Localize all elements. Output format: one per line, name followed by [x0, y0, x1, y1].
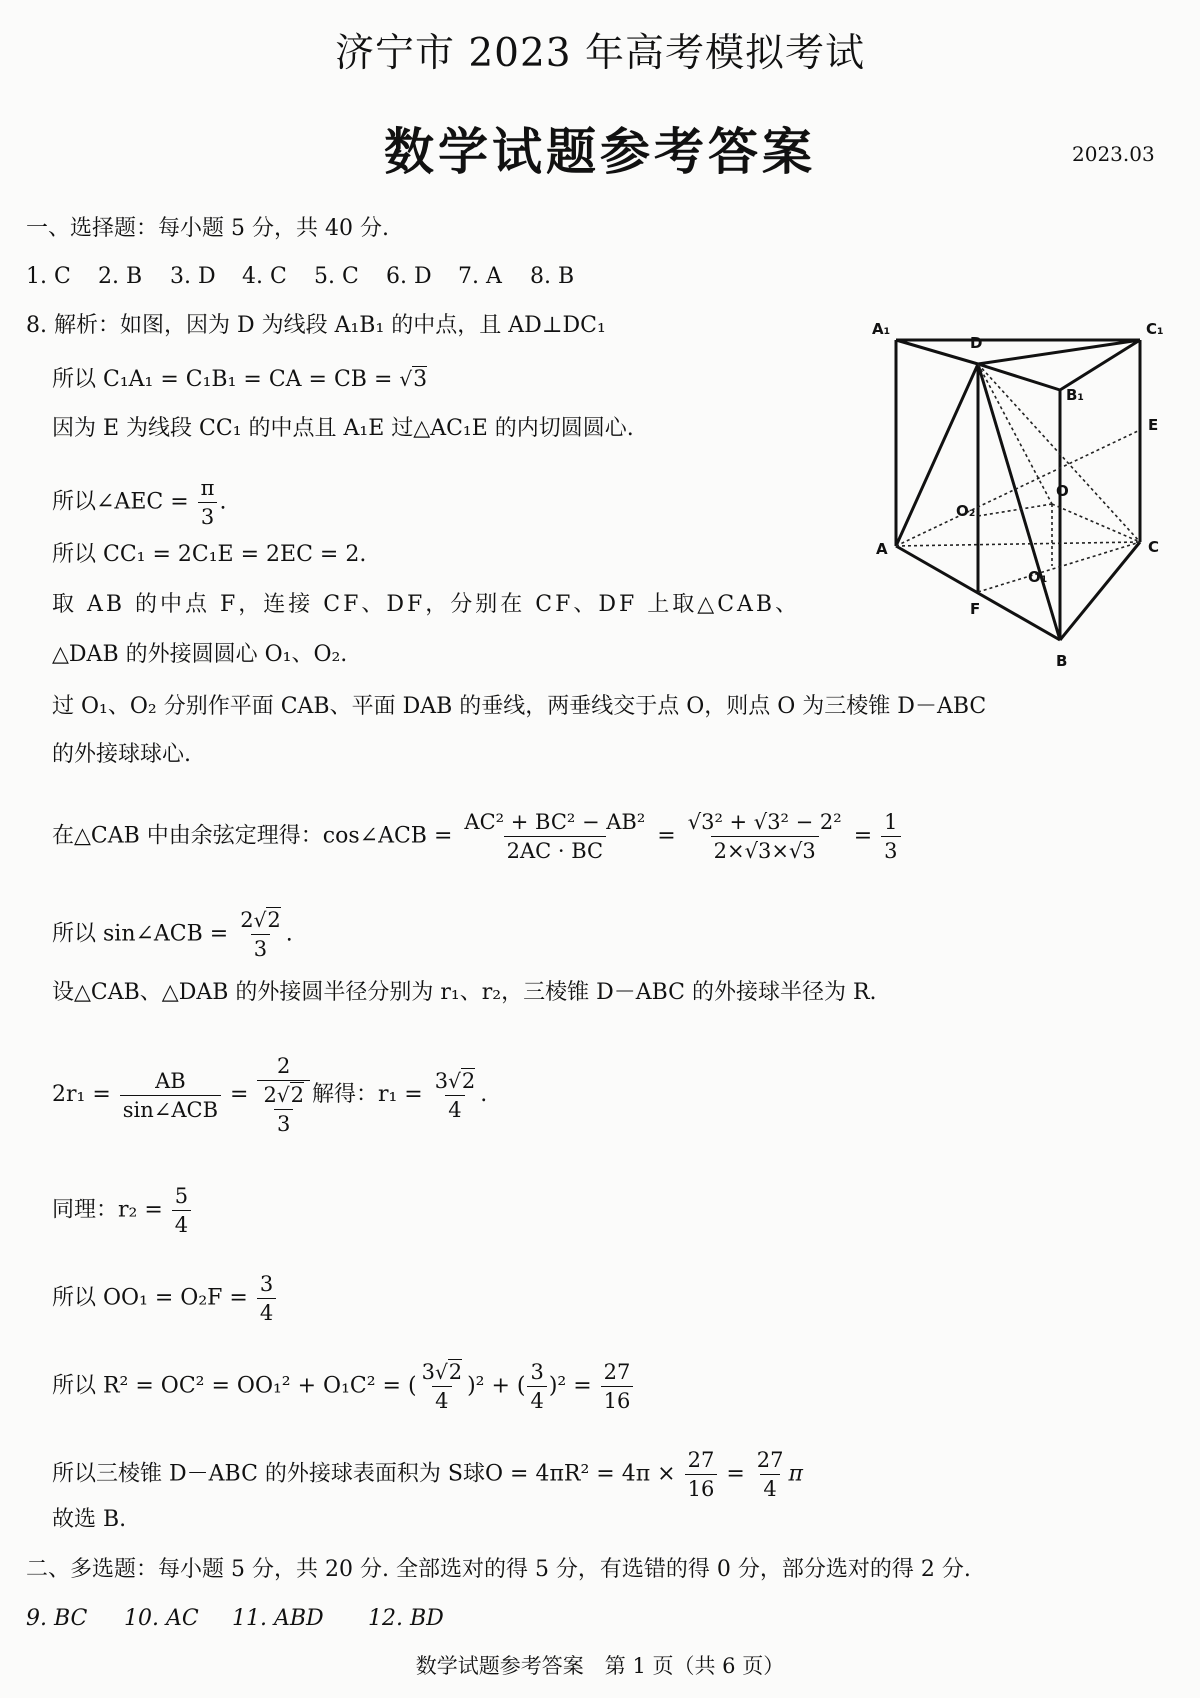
line-choose-b: 故选 B.: [52, 1507, 127, 1532]
numerator: [260, 1081, 307, 1109]
sqrt-sign: √: [448, 1068, 461, 1093]
label-o2: O₂: [956, 502, 976, 520]
denominator: 3: [198, 502, 217, 531]
answer-8: 8. B: [530, 264, 575, 289]
numerator: 27: [687, 1448, 715, 1472]
segment-ae: [896, 430, 1140, 546]
line-r2: [52, 1182, 193, 1239]
denominator: 4: [445, 1095, 464, 1124]
exam-title: 济宁市 2023 年高考模拟考试: [334, 31, 866, 76]
fraction-3-over-4: [257, 1270, 276, 1327]
r-squared-end: )² =: [548, 1373, 599, 1399]
edge-bc: [1060, 542, 1140, 640]
segment-oc: [1052, 504, 1140, 542]
coefficient: 2: [263, 1083, 277, 1107]
denominator: [257, 1080, 310, 1138]
fraction-27-over-16: [601, 1358, 634, 1415]
answer-2: 2. B: [98, 264, 143, 289]
answer-4: 4. C: [242, 264, 287, 289]
period: .: [285, 921, 293, 947]
numerator: 27: [756, 1448, 784, 1472]
line-surface-area: 所以三棱锥 D－ABC 的外接球表面积为 S球O = 4πR² = 4π × $\frac{27}{16}$ = $\frac{27}{4}$ π: [52, 1448, 803, 1501]
denominator: 4: [527, 1386, 546, 1415]
line-equal-sides-text: 所以 C₁A₁ = C₁B₁ = CA = CB =: [52, 367, 400, 392]
numerator: AB: [155, 1068, 186, 1093]
numerator: [432, 1067, 479, 1095]
prism-figure: [870, 318, 1170, 680]
denominator: 4: [172, 1210, 191, 1239]
fraction-3-over-4: [527, 1358, 546, 1415]
label-a: A: [876, 540, 888, 558]
label-b: B: [1056, 652, 1068, 670]
line-perpendiculars: 过 O₁、O₂ 分别作平面 CAB、平面 DAB 的垂线，两垂线交于点 O，则点 O 为三棱锥 D－ABC: [52, 694, 987, 719]
date-label: 2023.03: [1072, 142, 1155, 166]
line-r1: 2r₁ = $\frac{AB}{\text{sin∠ACB}}$ = $\frac{2}{\frac{2√2}{3}}$ 解得：r₁ = $\frac{3√2}{4}$ .: [52, 1054, 488, 1136]
fraction-27-over-4: [754, 1446, 787, 1503]
r-squared-text: 所以 R² = OC² = OO₁² + O₁C² = (: [52, 1373, 417, 1399]
edge-c1b1: [1060, 340, 1140, 390]
answer-10: 10. AC: [124, 1606, 199, 1631]
section2-heading: 二、多选题：每小题 5 分，共 20 分. 全部选对的得 5 分，有选错的得 0 分，部分选对的得 2 分.: [26, 1557, 971, 1582]
section1-heading: 一、选择题：每小题 5 分，共 40 分.: [26, 216, 389, 241]
period: .: [219, 489, 227, 515]
coefficient: 3: [421, 1360, 435, 1384]
line-oo1: [52, 1270, 278, 1327]
fraction-cosine-formula: [461, 808, 648, 865]
radicand: 2: [267, 908, 281, 932]
numerator: 3: [259, 1272, 274, 1296]
line-cc1: 所以 CC₁ = 2C₁E = 2EC = 2.: [52, 542, 367, 567]
edge-ac: [896, 542, 1140, 546]
answer-5: 5. C: [314, 264, 359, 289]
r1-text: 2r₁ =: [52, 1082, 118, 1107]
oo1-text: 所以 OO₁ = O₂F =: [52, 1285, 255, 1311]
answer-7: 7. A: [458, 264, 502, 289]
denominator: 3: [274, 1109, 293, 1138]
line-sine-acb: [52, 906, 293, 963]
surface-area-text: 所以三棱锥 D－ABC 的外接球表面积为 S球O = 4πR² = 4π ×: [52, 1461, 683, 1487]
fraction-pi-over-3: [198, 474, 218, 531]
numerator: 5: [174, 1184, 189, 1208]
denominator: 4: [257, 1298, 276, 1327]
label-c: C: [1148, 538, 1160, 556]
denominator: 2×√3×√3: [711, 836, 819, 865]
answer-1: 1. C: [26, 264, 71, 289]
pi-symbol: π: [788, 1461, 803, 1487]
numerator: [419, 1358, 466, 1386]
label-o1: O₁: [1028, 568, 1048, 586]
label-o: O: [1056, 482, 1069, 500]
denominator: 4: [760, 1474, 779, 1503]
denominator: 16: [601, 1386, 634, 1415]
answer-11: 11. ABD: [232, 1606, 324, 1631]
answer-3: 3. D: [170, 264, 216, 289]
line-angle-aec: [52, 474, 226, 531]
label-a1: A₁: [872, 320, 891, 338]
answer-12: 12. BD: [368, 1606, 444, 1631]
line-law-of-cosines: 在△CAB 中由余弦定理得：cos∠ACB = $\frac{\text{AC² + BC² − AB²}}{2AC \cdot BC}$ = $\frac{\text{√3² + √3² − 2²}}{2\times√3\times√3}$ = $\frac{1}{3}$: [52, 808, 903, 865]
label-c1: C₁: [1146, 320, 1164, 338]
coefficient: 2: [240, 908, 254, 932]
line-equal-sides: [52, 364, 427, 395]
sqrt-sign: √: [434, 1360, 448, 1384]
radicand: 2: [448, 1360, 463, 1384]
fraction-3root2-over-4: [432, 1067, 479, 1124]
radicand: 2: [461, 1068, 476, 1093]
numerator: 27: [603, 1360, 631, 1384]
label-e: E: [1148, 416, 1159, 434]
denominator: 3: [881, 836, 900, 865]
denominator: 4: [432, 1386, 451, 1415]
fraction-complex: [257, 1052, 310, 1138]
period: .: [480, 1082, 488, 1107]
line-point-e: 因为 E 为线段 CC₁ 的中点且 A₁E 过△AC₁E 的内切圆圆心.: [52, 416, 634, 441]
r-squared-mid: )² + (: [467, 1373, 526, 1399]
coefficient: 3: [434, 1068, 449, 1093]
segment-o2o: [978, 504, 1052, 516]
sqrt-sign: √: [399, 367, 413, 391]
solution-label: 8. 解析：: [26, 313, 120, 338]
fraction-ab-over-sin: [120, 1067, 221, 1124]
label-b1: B₁: [1066, 386, 1085, 404]
fraction-cosine-values: [685, 808, 845, 865]
edge-a1d: [896, 340, 978, 364]
fraction-one-third: [881, 808, 900, 865]
line-radii-definition: 设△CAB、△DAB 的外接圆半径分别为 r₁、r₂，三棱锥 D－ABC 的外接球半径为 R.: [52, 980, 877, 1005]
denominator: 16: [685, 1474, 718, 1503]
solution-intro-text: 如图，因为 D 为线段 A₁B₁ 的中点，且 AD⊥DC₁: [119, 313, 606, 338]
label-f: F: [970, 600, 981, 618]
law-of-cosines-text: 在△CAB 中由余弦定理得：cos∠ACB =: [52, 823, 460, 849]
radicand: 2: [290, 1083, 304, 1107]
denominator: 2AC · BC: [504, 836, 607, 865]
sqrt-sign: √: [253, 908, 267, 932]
line-r-squared: [52, 1358, 635, 1415]
numerator: 3: [530, 1360, 544, 1384]
solve-text: 解得：r₁ =: [311, 1082, 430, 1107]
document-title: 数学试题参考答案: [384, 122, 816, 181]
nested-fraction: [260, 1081, 307, 1138]
edge-dc1: [978, 340, 1140, 364]
fraction-27-over-16: [685, 1446, 718, 1503]
dashed-edges: [896, 364, 1140, 592]
fraction-two-root2-over-3: [237, 906, 284, 963]
label-d: D: [970, 334, 983, 352]
angle-aec-text: 所以∠AEC =: [52, 489, 196, 515]
fraction-3root2-over-4: [419, 1358, 466, 1415]
numerator: π: [200, 476, 215, 500]
denominator: sin∠ACB: [120, 1095, 221, 1124]
answer-9: 9. BC: [26, 1606, 88, 1631]
line-sphere-center: 的外接球球心.: [52, 742, 191, 767]
line-midpoint-f: 取 AB 的中点 F，连接 CF、DF，分别在 CF、DF 上取△CAB、: [52, 592, 801, 617]
solid-edges: [896, 340, 1140, 640]
sine-acb-text: 所以 sin∠ACB =: [52, 921, 236, 947]
line-circumcenters: △DAB 的外接圆圆心 O₁、O₂.: [52, 642, 348, 667]
numerator: √3² + √3² − 2²: [687, 810, 842, 834]
page-footer: 数学试题参考答案 第 1 页（共 6 页）: [415, 1654, 785, 1678]
numerator: [237, 906, 284, 934]
numerator: AC² + BC² − AB²: [464, 810, 646, 834]
sqrt-3: 3: [413, 367, 428, 392]
sqrt-sign: √: [276, 1083, 290, 1107]
fraction-5-over-4: [172, 1182, 191, 1239]
numerator: 1: [884, 810, 898, 834]
solution-intro: [26, 311, 606, 341]
denominator: 3: [251, 934, 270, 963]
r2-text: 同理：r₂ =: [52, 1197, 170, 1223]
numerator: 2: [277, 1054, 291, 1078]
answer-6: 6. D: [386, 264, 432, 289]
